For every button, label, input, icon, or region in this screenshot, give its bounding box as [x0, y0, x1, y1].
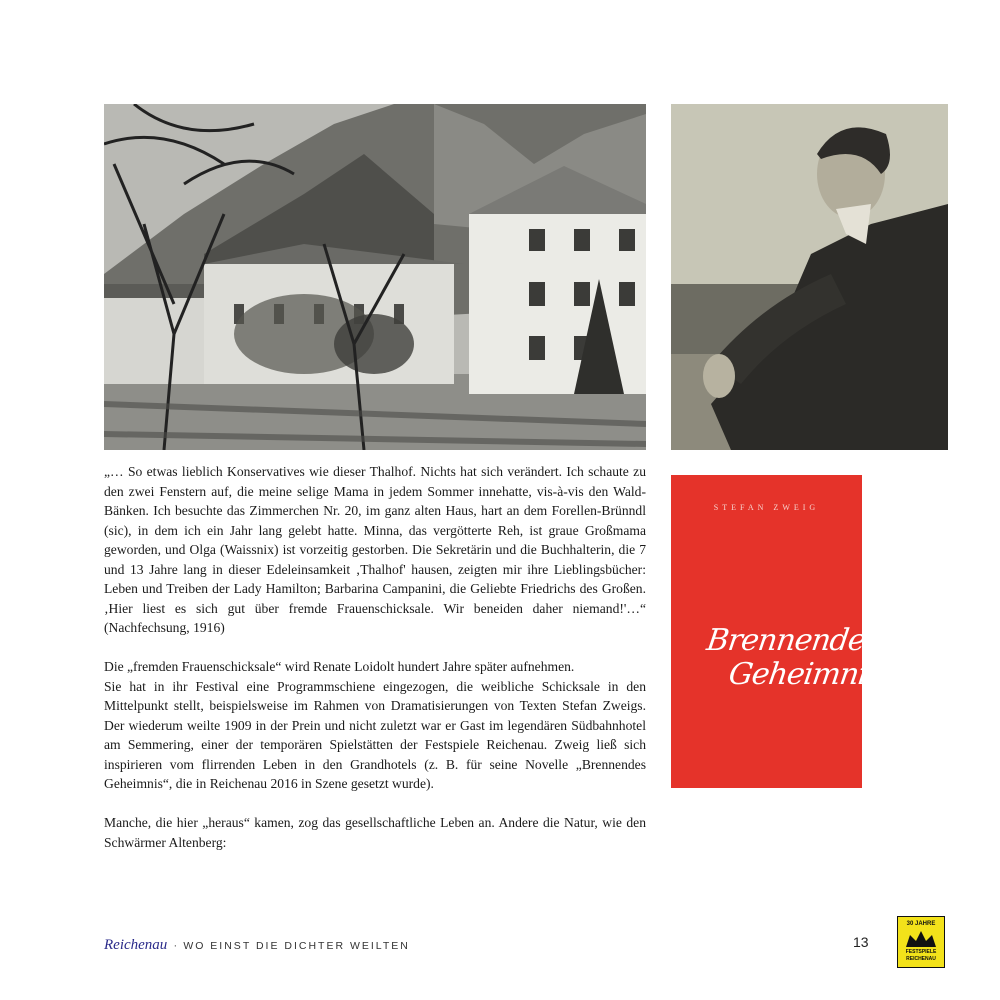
page-number: 13: [853, 934, 869, 950]
footer-subtitle: WO EINST DIE DICHTER WEILTEN: [183, 940, 410, 952]
book-title-line2: Geheimnis: [726, 657, 884, 692]
paragraph: Manche, die hier „heraus“ kamen, zog das gesellschaftliche Leben an. Andere die Natur, wie den Schwärmer Altenberg:: [104, 815, 646, 850]
page-footer: [104, 934, 904, 954]
logo-line1: 30 JAHRE: [906, 921, 936, 927]
footer-separator: ·: [173, 938, 178, 952]
crown-icon: [904, 929, 938, 949]
quote-paragraph: „… So etwas lieblich Konservatives wie dieser Thalhof. Nichts hat sich verändert. Ich schaute zu den zwei Fenstern auf, die meine selige Mama in jedem Sommer innehatte, vis-à-vis den Wald-Bänken. Ich besuchte das Zimmerchen Nr. 20, im ganz alten Haus, hart an dem Forellen-Brünndl (sic), in dem ich ein Jahr lang gelebt hatte. Minna, das vergötterte Reh, ist graue Großmama geworden, und Olga (Waissnix) ist vorzeitig gestorben. Die Sekretärin und die Buchhalterin, die 7 und 13 Jahre lang in dieser Edeleinsamkeit ‚Thalhof' hausen, zeigten mir ihre Lieblingsbücher: Leben und Treiben der Lady Hamilton; Barbarina Campanini, die Geliebte Friedrichs des Großen. ‚Hier liest es sich gut über fremde Frauenschicksale. Wir beneiden daher niemand!'…“ (Nachfechsung, 1916): [104, 464, 646, 635]
logo-line2: FESTSPIELE: [905, 949, 937, 955]
paragraph-lead: Die „fremden Frauenschicksale“ wird Renate Loidolt hundert Jahre später aufnehmen.: [104, 659, 575, 674]
festival-logo: [897, 916, 945, 968]
book-title-line1: Brennendes: [704, 623, 882, 658]
paragraph: Sie hat in ihr Festival eine Programmschiene eingezogen, die weibliche Schicksale in den Mittelpunkt stellt, beispielsweise im Rahmen von Dramatisierungen von Texten Stefan Zweigs. Der wiederum weilte 1909 in der Prein und nicht zuletzt war er Gast im legendären Südbahnhotel am Semmering, einer der temporären Spielstätten der Festspiele Reichenau. Zweig ließ sich inspirieren vom flirrenden Leben in den Grandhotels (z. B. für seine Novelle „Brennendes Geheimnis“, die in Reichenau 2016 in Szene gesetzt wurde).: [104, 678, 646, 791]
article-body: [104, 462, 646, 872]
portrait-photo: [671, 104, 948, 450]
hotel-photo: [104, 104, 646, 450]
logo-line3: REICHENAU: [906, 956, 936, 962]
footer-brand: Reichenau: [104, 937, 168, 953]
book-author: STEFAN ZWEIG: [713, 503, 820, 512]
book-cover: [671, 475, 884, 788]
